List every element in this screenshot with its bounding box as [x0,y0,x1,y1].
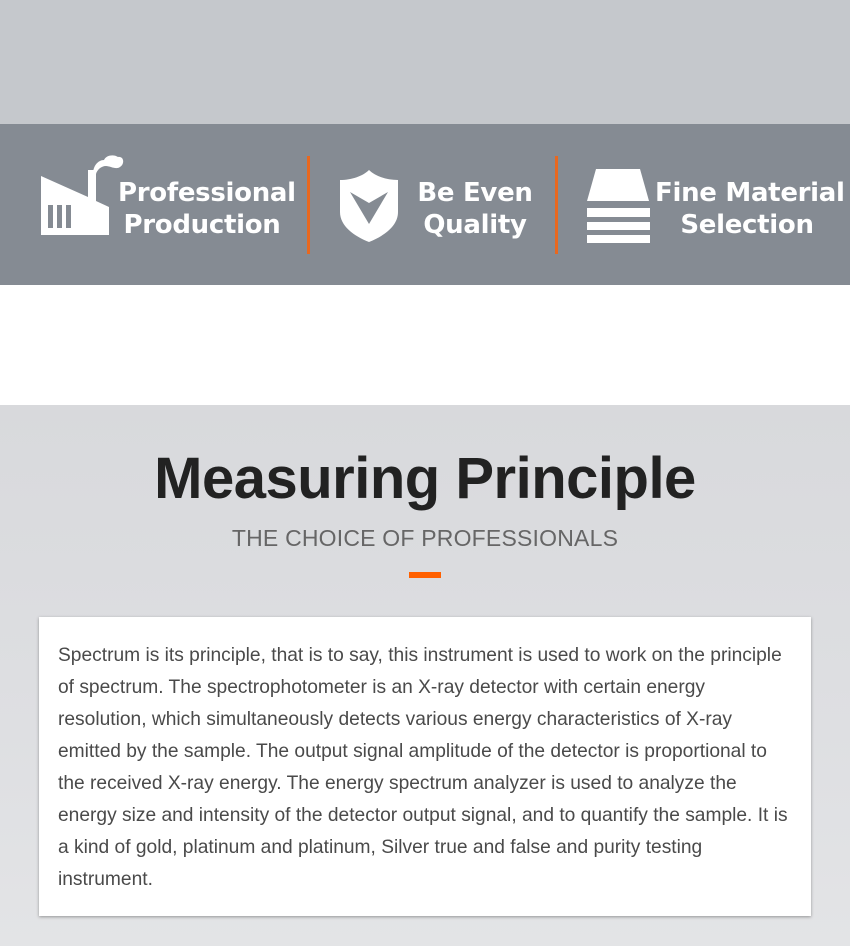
feature-label [410,177,540,241]
feature-be-even-quality [310,124,555,285]
accent-bar [409,572,441,578]
shield-check-icon [338,168,400,244]
feature-label-line1: Fine Material [655,178,845,208]
feature-label-line2: Selection [680,210,814,240]
feature-label-line2: Quality [423,210,527,240]
spacer-band [0,285,850,405]
feature-label-line1: Be Even [417,178,533,208]
feature-fine-material-selection [558,124,850,285]
description-text: Spectrum is its principle, that is to say, this instrument is used to work on the principle of spectrum. The spectrophotometer is an X-ray detector with certain energy resolution, which simultaneously detects various energy characteristics of X-ray emitted by the sample. The output signal amplitude of the detector is proportional to the received X-ray energy. The energy spectrum analyzer is used to analyze the energy size and intensity of the detector output signal, and to quantify the sample. It is a kind of gold, platinum and platinum, Silver true and false and purity testing instrument. [58,645,788,890]
section-subtitle: THE CHOICE OF PROFESSIONALS [231,525,619,551]
feature-label [118,177,296,241]
top-band [0,0,850,124]
feature-label [655,177,845,241]
material-stack-icon [586,168,652,248]
feature-label-line2: Production [123,210,281,240]
measuring-principle-section [0,405,850,946]
feature-banner [0,124,850,285]
description-card [39,617,811,916]
feature-label-line1: Professional [118,178,296,208]
section-title: Measuring Principle [154,446,696,511]
feature-professional-production [0,124,300,285]
factory-icon [38,152,128,242]
